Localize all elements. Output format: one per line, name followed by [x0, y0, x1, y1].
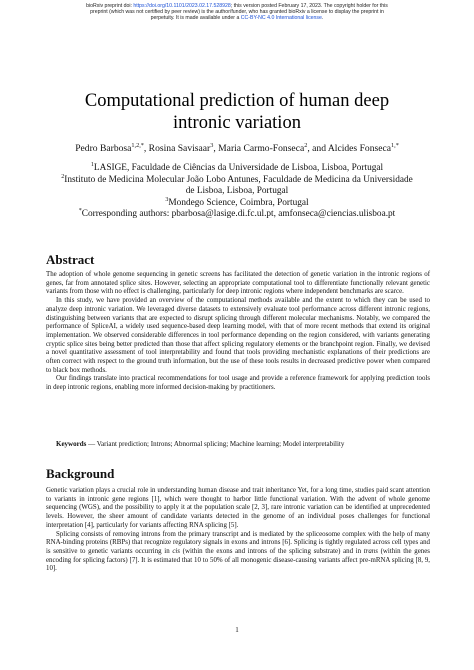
- license-link[interactable]: CC-BY-NC 4.0 International license: [240, 15, 322, 22]
- corresponding-authors: *Corresponding authors: pbarbosa@lasige.di.fc.ul.pt, amfonseca@ciencias.ulisboa.pt: [78, 208, 396, 220]
- banner-line-3: perpetuity. It is made available under a CC-BY-NC 4.0 International license.: [150, 15, 324, 22]
- affiliation-1: $^1$LASIGE, Faculdade de Ciências da Universidade de Lisboa, Lisboa, Portugal: [90, 161, 384, 173]
- doi-link[interactable]: https://doi.org/10.1101/2023.02.17.528928: [133, 3, 231, 9]
- keywords: [56, 440, 436, 449]
- affiliation-2-cont: de Lisboa, Lisboa, Portugal: [185, 186, 289, 197]
- keywords-label: Keywords: [56, 440, 87, 448]
- affiliation-2: $^2$Instituto de Medicina Molecular João Lobo Antunes, Faculdade de Medicina da Universidade: [61, 173, 413, 185]
- keywords-text: — Variant prediction; Introns; Abnormal splicing; Machine learning; Model interpretability: [86, 440, 345, 448]
- paper-title: Computational prediction of human deep intronic variation: [84, 91, 390, 133]
- background-paragraph-2: Splicing consists of removing introns from the primary transcript and is mediated by the spliceosome complex with the help of many RNA-binding proteins (RBPs) that recognize regulatory signals in exons and introns [6]. Splicing is tightly regulated across cell types and is sensitive to genetic variants occurring in cis (within the exons and introns of the splicing substrate) and in trans (within the genes encoding for splicing factors) [7]. It is estimated that 10 to 50% of all monogenic disease-causing variants affect pre-mRNA splicing [8, 9, 10].: [46, 530, 430, 573]
- preprint-banner: [0, 3, 474, 22]
- banner-line-2: preprint (which was not certified by peer review) is the author/funder, who has granted bioRxiv a license to display the preprint in: [90, 9, 384, 16]
- background-paragraph-1: Genetic variation plays a crucial role in understanding human disease and trait inheritance Yet, for a long time, studies paid scant attention to variants in intronic gene regions [1], which were thought to harbor little functional variation. With the advent of whole genome sequencing (WGS), and the possibility to apply it at the population scale [2, 3], rare intronic variation can be identified at unprecedented levels. However, the sheer amount of candidate variants detected in the genome of an individual poses challenges for functional interpretation [4], particularly for variants affecting RNA splicing [5].: [46, 487, 430, 529]
- background-body: [46, 487, 430, 574]
- abstract-paragraph-1: The adoption of whole genome sequencing in genetic screens has facilitated the detection of genetic variation in the intronic regions of genes, far from annotated splice sites. However, selecting an appropriate computational tool to differentiate functionally relevant genetic variants from those with no effect is challenging, particularly for deep intronic regions where independent benchmarks are scarce.: [46, 271, 430, 296]
- affiliations: [30, 163, 444, 221]
- abstract-body: [46, 271, 430, 393]
- abstract-paragraph-3: Our findings translate into practical recommendations for tool usage and provide a reference framework for applying prediction tools in deep intronic regions, enabling more informed decision-making by practitioners.: [46, 375, 430, 392]
- banner-line-1: bioRxiv preprint doi: https://doi.org/10.1101/2023.02.17.528928; this version posted February 17, 2023. The copyright holder for this: [86, 3, 388, 9]
- abstract-heading: Abstract: [46, 252, 95, 267]
- background-heading: Background: [46, 466, 115, 481]
- page-number: 1: [235, 626, 239, 634]
- affiliation-3: $^3$Mondego Science, Coimbra, Portugal: [165, 196, 309, 208]
- author-list: Pedro Barbosa$^{1,2,*}$, Rosina Savisaar$^3$, Maria Carmo-Fonseca$^2$, and Alcides Fonseca$^{1,*}$: [75, 141, 399, 154]
- abstract-paragraph-2: In this study, we have provided an overview of the computational methods available and the extent to which they can be used to analyze deep intronic variation. We leveraged diverse datasets to extensively evaluate tool performance across different intronic regions, distinguishing between variants that are expected to disrupt splicing through different molecular mechanisms. Notably, we compared the performance of SpliceAI, a widely used sequence-based deep learning model, with that of more recent methods that extend its original implementation. We observed considerable differences in tool performance depending on the region considered, with variants generating cryptic splice sites being better predicted than those that affect splicing regulatory elements or the branchpoint region. Finally, we devised a novel quantitative assessment of tool interpretability and found that tools providing mechanistic explanations of their predictions are often correct with respect to the ground truth information, but the use of these tools results in decreased predictive power when compared to black box methods.: [46, 297, 430, 374]
